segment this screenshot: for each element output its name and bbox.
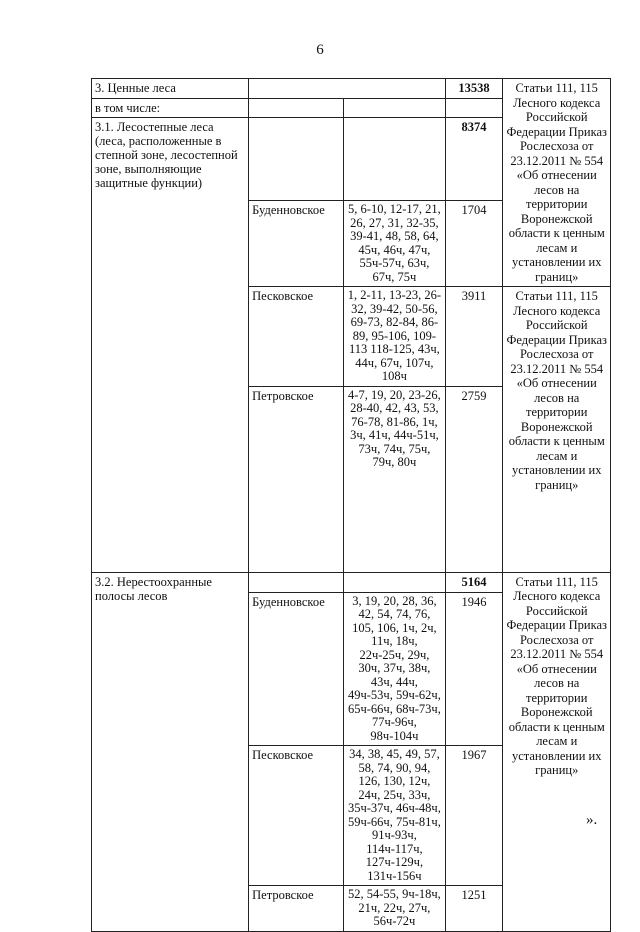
forestry-cell: Петровское <box>249 886 344 932</box>
category-cell: 3. Ценные леса <box>92 79 249 99</box>
area-cell: 1704 <box>445 201 503 287</box>
blocks-cell: 1, 2-11, 13-23, 26-32, 39-42, 50-56, 69-73, 82-84, 86-89, 95-106, 109-113 118-125, 43ч, 44ч, 67ч, 107ч, 108ч <box>344 287 445 387</box>
forestry-cell: Петровское <box>249 386 344 572</box>
forestry-cell: Песковское <box>249 746 344 886</box>
area-cell: 1251 <box>445 886 503 932</box>
blocks-cell: 5, 6-10, 12-17, 21, 26, 27, 31, 32-35, 39-41, 48, 58, 64, 45ч, 46ч, 47ч, 55ч-57ч, 63ч, 67ч, 75ч <box>344 201 445 287</box>
empty-cell <box>249 79 445 99</box>
area-total-cell: 5164 <box>445 572 503 592</box>
table-row <box>92 79 611 99</box>
including-label: в том числе: <box>92 99 249 118</box>
area-cell: 2759 <box>445 386 503 572</box>
area-cell: 3911 <box>445 287 503 387</box>
forestry-cell: Буденновское <box>249 592 344 746</box>
area-total-cell: 13538 <box>445 79 503 99</box>
empty-cell <box>445 99 503 118</box>
table-row <box>92 572 611 592</box>
forest-table <box>91 78 611 932</box>
subcategory-cell: 3.1. Лесостепные леса (леса, расположенные в степной зоне, лесостепной зоне, выполняющие защитные функции) <box>92 118 249 573</box>
closing-quote-mark: ». <box>586 812 598 828</box>
empty-cell <box>249 118 344 201</box>
blocks-cell: 52, 54-55, 9ч-18ч, 21ч, 22ч, 27ч, 56ч-72ч <box>344 886 445 932</box>
area-total-cell: 8374 <box>445 118 503 201</box>
law-reference-cell: Статьи 111, 115 Лесного кодекса Российской Федерации Приказ Рослесхоза от 23.12.2011 № 554 «Об отнесении лесов на территории Воронежской области к ценным лесам и установлении их границ» <box>503 572 611 931</box>
blocks-cell: 4-7, 19, 20, 23-26, 28-40, 42, 43, 53, 76-78, 81-86, 1ч, 3ч, 41ч, 44ч-51ч, 73ч, 74ч, 75ч, 79ч, 80ч <box>344 386 445 572</box>
law-reference-cell: Статьи 111, 115 Лесного кодекса Российской Федерации Приказ Рослесхоза от 23.12.2011 № 554 «Об отнесении лесов на территории Воронежской области к ценным лесам и установлении их границ» <box>503 79 611 287</box>
empty-cell <box>344 118 445 201</box>
forestry-cell: Буденновское <box>249 201 344 287</box>
page-number: 6 <box>316 42 324 58</box>
law-reference-cell: Статьи 111, 115 Лесного кодекса Российской Федерации Приказ Рослесхоза от 23.12.2011 № 554 «Об отнесении лесов на территории Воронежской области к ценным лесам и установлении их границ» <box>503 287 611 573</box>
empty-cell <box>249 572 344 592</box>
subcategory-cell: 3.2. Нерестоохранные полосы лесов <box>92 572 249 931</box>
forestry-cell: Песковское <box>249 287 344 387</box>
area-cell: 1946 <box>445 592 503 746</box>
area-cell: 1967 <box>445 746 503 886</box>
blocks-cell: 3, 19, 20, 28, 36, 42, 54, 74, 76, 105, 106, 1ч, 2ч, 11ч, 18ч, 22ч-25ч, 29ч, 30ч, 37ч, 38ч, 43ч, 44ч, 49ч-53ч, 59ч-62ч, 65ч-66ч, 68ч-73ч, 77ч-96ч, 98ч-104ч <box>344 592 445 746</box>
empty-cell <box>344 99 445 118</box>
empty-cell <box>249 99 344 118</box>
blocks-cell: 34, 38, 45, 49, 57, 58, 74, 90, 94, 126, 130, 12ч, 24ч, 25ч, 33ч, 35ч-37ч, 46ч-48ч, 59ч-66ч, 75ч-81ч, 91ч-93ч, 114ч-117ч, 127ч-129ч, 131ч-156ч <box>344 746 445 886</box>
empty-cell <box>344 572 445 592</box>
